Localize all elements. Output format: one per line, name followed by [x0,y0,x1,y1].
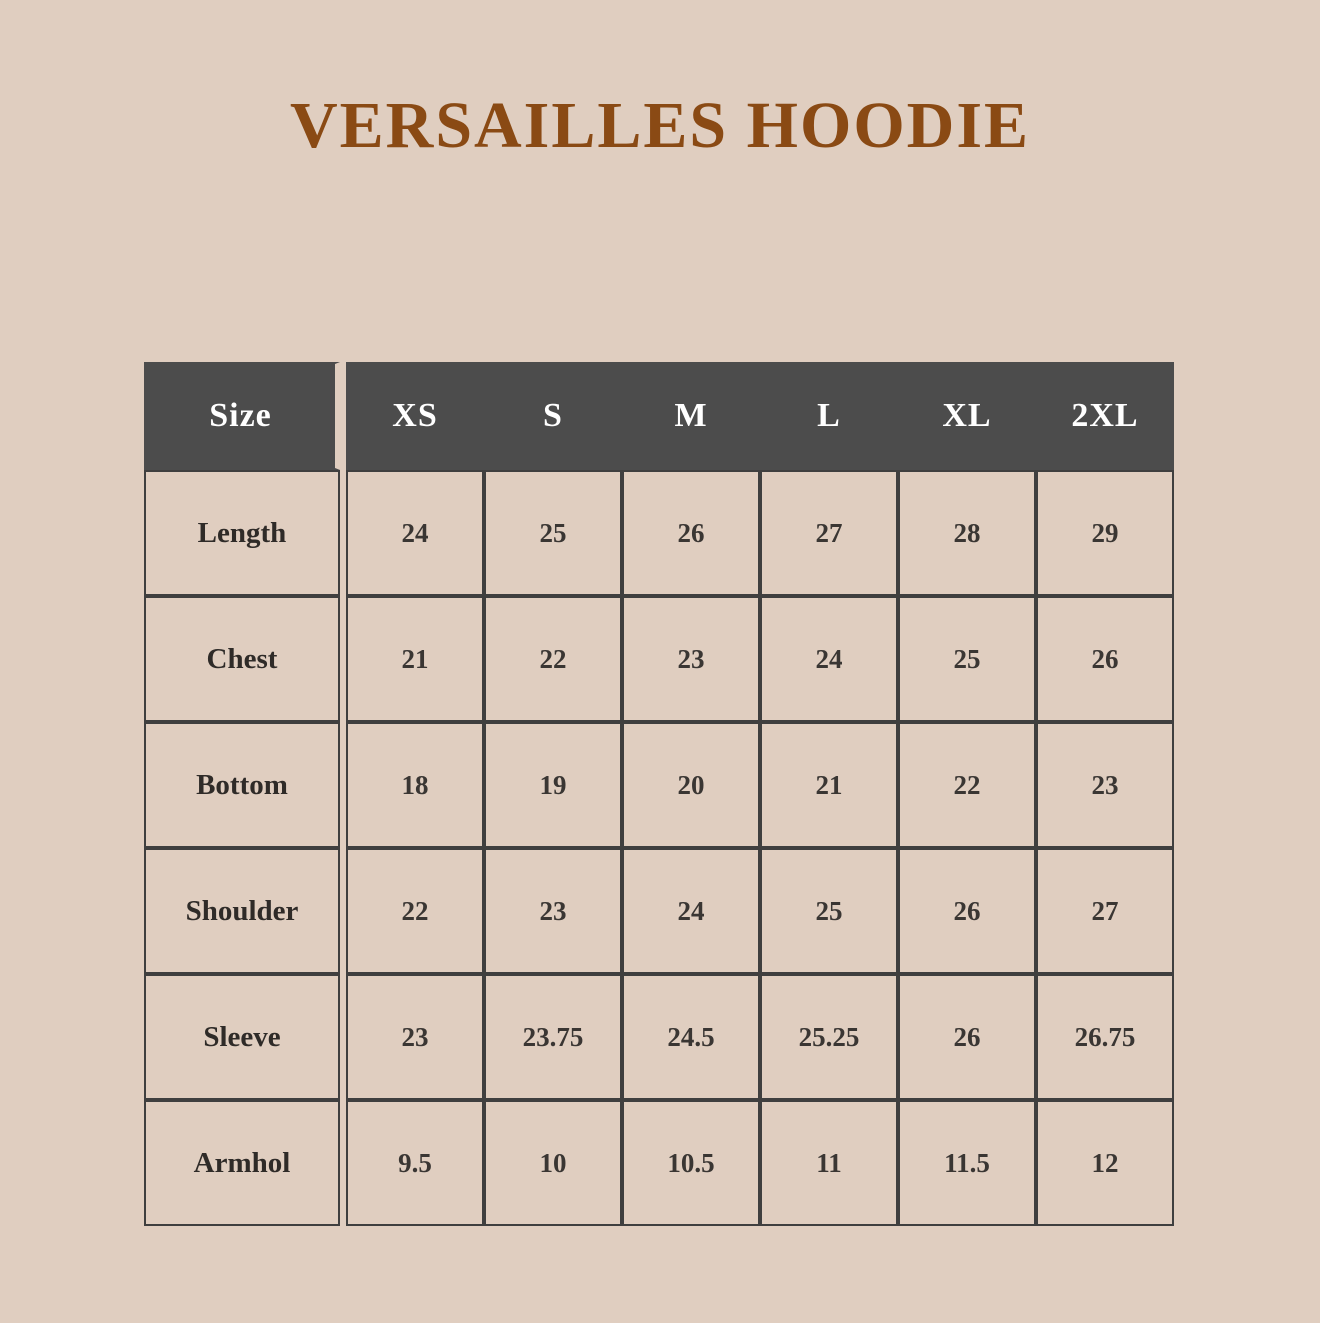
header-cell-size: Size [144,362,340,470]
cell-chest-xs: 21 [346,596,484,722]
table-header-row [144,362,1174,470]
table-body [144,470,1174,1226]
cell-armhol-s: 10 [484,1100,622,1226]
table-header [144,362,1174,470]
cell-bottom-l: 21 [760,722,898,848]
table-row [144,974,1174,1100]
cell-shoulder-2xl: 27 [1036,848,1174,974]
cell-length-l: 27 [760,470,898,596]
cell-shoulder-xs: 22 [346,848,484,974]
cell-shoulder-m: 24 [622,848,760,974]
row-label-chest: Chest [144,596,340,722]
header-cell-m: M [622,362,760,470]
table-row [144,722,1174,848]
cell-sleeve-m: 24.5 [622,974,760,1100]
cell-shoulder-l: 25 [760,848,898,974]
cell-armhol-m: 10.5 [622,1100,760,1226]
row-label-bottom: Bottom [144,722,340,848]
cell-bottom-m: 20 [622,722,760,848]
row-label-length: Length [144,470,340,596]
cell-length-xs: 24 [346,470,484,596]
cell-bottom-xs: 18 [346,722,484,848]
cell-chest-l: 24 [760,596,898,722]
cell-sleeve-xl: 26 [898,974,1036,1100]
cell-bottom-xl: 22 [898,722,1036,848]
cell-armhol-xl: 11.5 [898,1100,1036,1226]
row-label-shoulder: Shoulder [144,848,340,974]
cell-shoulder-s: 23 [484,848,622,974]
cell-bottom-s: 19 [484,722,622,848]
table-row [144,848,1174,974]
cell-length-2xl: 29 [1036,470,1174,596]
cell-armhol-2xl: 12 [1036,1100,1174,1226]
cell-chest-s: 22 [484,596,622,722]
cell-chest-m: 23 [622,596,760,722]
page-title: VERSAILLES HOODIE [289,89,1031,162]
header-cell-2xl: 2XL [1036,362,1174,470]
cell-chest-xl: 25 [898,596,1036,722]
cell-length-m: 26 [622,470,760,596]
cell-armhol-xs: 9.5 [346,1100,484,1226]
table-row [144,596,1174,722]
cell-sleeve-l: 25.25 [760,974,898,1100]
header-cell-xl: XL [898,362,1036,470]
header-cell-l: L [760,362,898,470]
cell-armhol-l: 11 [760,1100,898,1226]
table-row [144,1100,1174,1226]
row-label-sleeve: Sleeve [144,974,340,1100]
row-label-armhol: Armhol [144,1100,340,1226]
cell-shoulder-xl: 26 [898,848,1036,974]
cell-length-xl: 28 [898,470,1036,596]
header-cell-xs: XS [346,362,484,470]
cell-sleeve-2xl: 26.75 [1036,974,1174,1100]
size-chart-table [144,362,1174,1226]
cell-chest-2xl: 26 [1036,596,1174,722]
cell-sleeve-s: 23.75 [484,974,622,1100]
cell-sleeve-xs: 23 [346,974,484,1100]
table-row [144,470,1174,596]
size-chart-table-wrapper [144,362,1174,1226]
header-cell-s: S [484,362,622,470]
cell-bottom-2xl: 23 [1036,722,1174,848]
cell-length-s: 25 [484,470,622,596]
